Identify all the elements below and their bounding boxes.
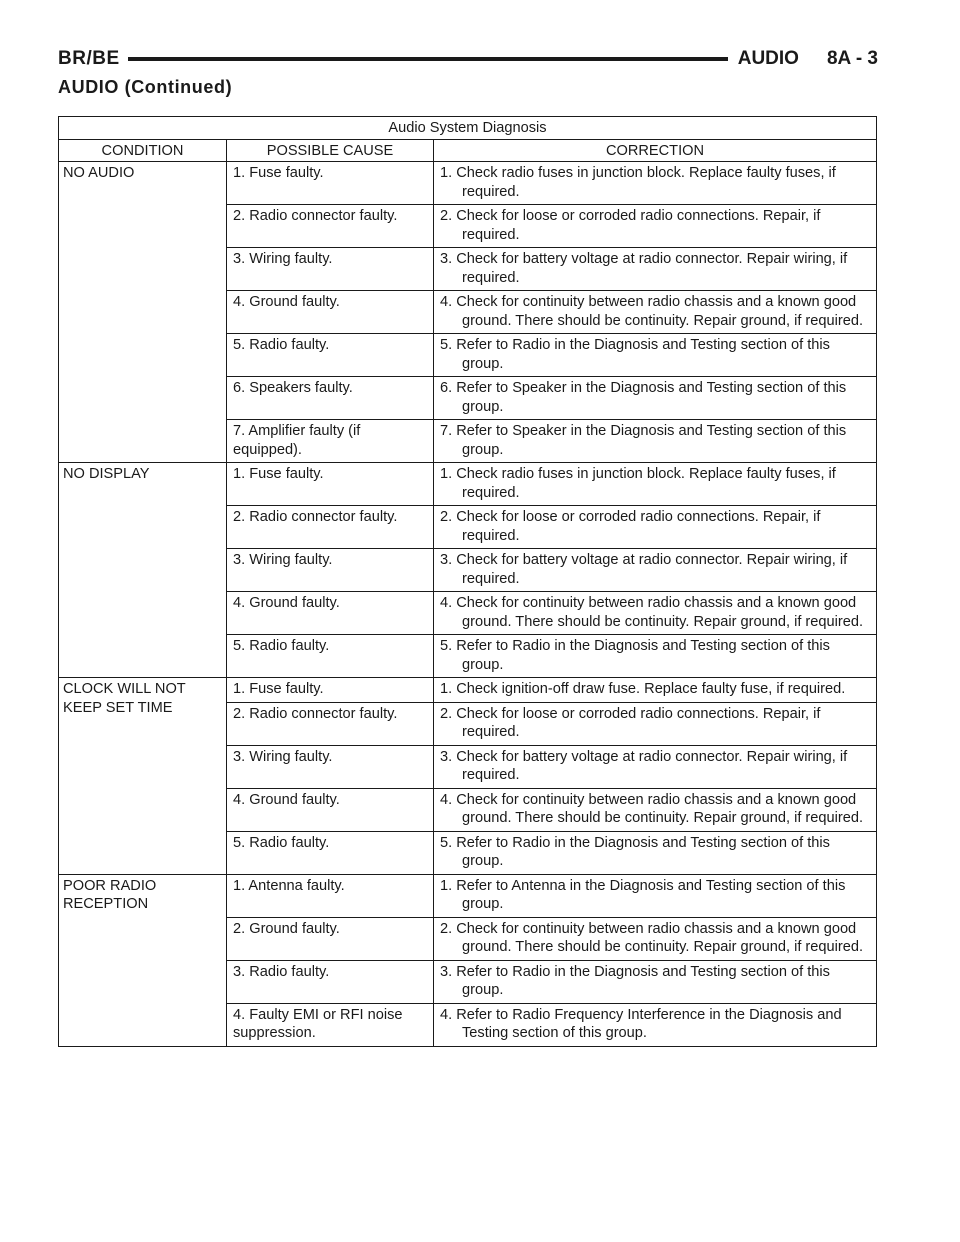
possible-cause-cell: 4. Ground faulty. xyxy=(227,291,434,334)
manual-code: BR/BE xyxy=(58,48,120,69)
correction-cell xyxy=(434,745,877,788)
correction-text: 5. Refer to Radio in the Diagnosis and Testing section of this group. xyxy=(440,638,830,673)
correction-cell xyxy=(434,678,877,703)
table-row xyxy=(59,463,877,506)
possible-cause-cell: 2. Radio connector faulty. xyxy=(227,702,434,745)
correction-text: 4. Check for continuity between radio chassis and a known good ground. There should be continuity. Repair ground, if required. xyxy=(440,791,864,826)
column-header-correction: CORRECTION xyxy=(434,139,877,162)
possible-cause-cell: 4. Ground faulty. xyxy=(227,592,434,635)
possible-cause-cell: 7. Amplifier faulty (if equipped). xyxy=(227,420,434,463)
correction-cell xyxy=(434,291,877,334)
table-row xyxy=(59,874,877,917)
condition-cell: CLOCK WILL NOT KEEP SET TIME xyxy=(59,678,227,875)
correction-text: 2. Check for continuity between radio chassis and a known good ground. There should be continuity. Repair ground, if required. xyxy=(440,920,864,955)
possible-cause-cell: 4. Ground faulty. xyxy=(227,788,434,831)
correction-text: 5. Refer to Radio in the Diagnosis and Testing section of this group. xyxy=(440,337,830,372)
table-title: Audio System Diagnosis xyxy=(59,117,877,140)
possible-cause-cell: 3. Wiring faulty. xyxy=(227,745,434,788)
possible-cause-cell: 1. Antenna faulty. xyxy=(227,874,434,917)
possible-cause-cell: 3. Radio faulty. xyxy=(227,960,434,1003)
possible-cause-cell: 3. Wiring faulty. xyxy=(227,248,434,291)
correction-cell xyxy=(434,874,877,917)
correction-text: 7. Refer to Speaker in the Diagnosis and Testing section of this group. xyxy=(440,423,847,458)
possible-cause-cell: 1. Fuse faulty. xyxy=(227,463,434,506)
correction-cell xyxy=(434,377,877,420)
column-header-condition: CONDITION xyxy=(59,139,227,162)
correction-cell xyxy=(434,162,877,205)
correction-cell xyxy=(434,334,877,377)
correction-cell xyxy=(434,248,877,291)
condition-cell: POOR RADIO RECEPTION xyxy=(59,874,227,1046)
condition-cell: NO AUDIO xyxy=(59,162,227,463)
correction-text: 6. Refer to Speaker in the Diagnosis and Testing section of this group. xyxy=(440,380,847,415)
correction-text: 4. Refer to Radio Frequency Interference in the Diagnosis and Testing section of this group. xyxy=(440,1006,842,1041)
correction-text: 4. Check for continuity between radio chassis and a known good ground. There should be continuity. Repair ground, if required. xyxy=(440,294,864,329)
possible-cause-cell: 5. Radio faulty. xyxy=(227,635,434,678)
possible-cause-cell: 1. Fuse faulty. xyxy=(227,678,434,703)
table-row xyxy=(59,678,877,703)
correction-cell xyxy=(434,506,877,549)
correction-cell xyxy=(434,788,877,831)
correction-cell xyxy=(434,592,877,635)
table-row xyxy=(59,162,877,205)
correction-cell xyxy=(434,463,877,506)
correction-cell xyxy=(434,960,877,1003)
correction-text: 1. Refer to Antenna in the Diagnosis and Testing section of this group. xyxy=(440,877,846,912)
correction-text: 1. Check radio fuses in junction block. Replace faulty fuses, if required. xyxy=(440,466,836,501)
correction-cell xyxy=(434,635,877,678)
possible-cause-cell: 5. Radio faulty. xyxy=(227,831,434,874)
correction-text: 2. Check for loose or corroded radio connections. Repair, if required. xyxy=(440,208,821,243)
possible-cause-cell: 4. Faulty EMI or RFI noise suppression. xyxy=(227,1003,434,1046)
correction-cell xyxy=(434,420,877,463)
section-subtitle: AUDIO (Continued) xyxy=(58,77,233,97)
correction-text: 2. Check for loose or corroded radio connections. Repair, if required. xyxy=(440,705,821,740)
diagnosis-table xyxy=(58,116,877,1047)
correction-text: 3. Refer to Radio in the Diagnosis and Testing section of this group. xyxy=(440,963,830,998)
possible-cause-cell: 2. Radio connector faulty. xyxy=(227,506,434,549)
possible-cause-cell: 2. Radio connector faulty. xyxy=(227,205,434,248)
table-body xyxy=(59,162,877,1047)
column-header-cause: POSSIBLE CAUSE xyxy=(227,139,434,162)
possible-cause-cell: 5. Radio faulty. xyxy=(227,334,434,377)
correction-text: 4. Check for continuity between radio chassis and a known good ground. There should be continuity. Repair ground, if required. xyxy=(440,595,864,630)
correction-text: 2. Check for loose or corroded radio connections. Repair, if required. xyxy=(440,509,821,544)
condition-cell: NO DISPLAY xyxy=(59,463,227,678)
correction-text: 1. Check radio fuses in junction block. Replace faulty fuses, if required. xyxy=(440,165,836,200)
possible-cause-cell: 1. Fuse faulty. xyxy=(227,162,434,205)
possible-cause-cell: 2. Ground faulty. xyxy=(227,917,434,960)
correction-cell xyxy=(434,1003,877,1046)
correction-text: 3. Check for battery voltage at radio connector. Repair wiring, if required. xyxy=(440,552,848,587)
correction-cell xyxy=(434,205,877,248)
section-name: AUDIO xyxy=(737,48,799,69)
correction-text: 3. Check for battery voltage at radio connector. Repair wiring, if required. xyxy=(440,251,848,286)
correction-cell xyxy=(434,702,877,745)
correction-text: 5. Refer to Radio in the Diagnosis and Testing section of this group. xyxy=(440,834,830,869)
correction-cell xyxy=(434,831,877,874)
page-number: 8A - 3 xyxy=(826,48,878,69)
correction-text: 1. Check ignition-off draw fuse. Replace faulty fuse, if required. xyxy=(440,681,846,697)
page-header xyxy=(58,44,878,74)
header-rule xyxy=(128,57,728,61)
possible-cause-cell: 3. Wiring faulty. xyxy=(227,549,434,592)
possible-cause-cell: 6. Speakers faulty. xyxy=(227,377,434,420)
correction-cell xyxy=(434,549,877,592)
correction-cell xyxy=(434,917,877,960)
correction-text: 3. Check for battery voltage at radio connector. Repair wiring, if required. xyxy=(440,748,848,783)
